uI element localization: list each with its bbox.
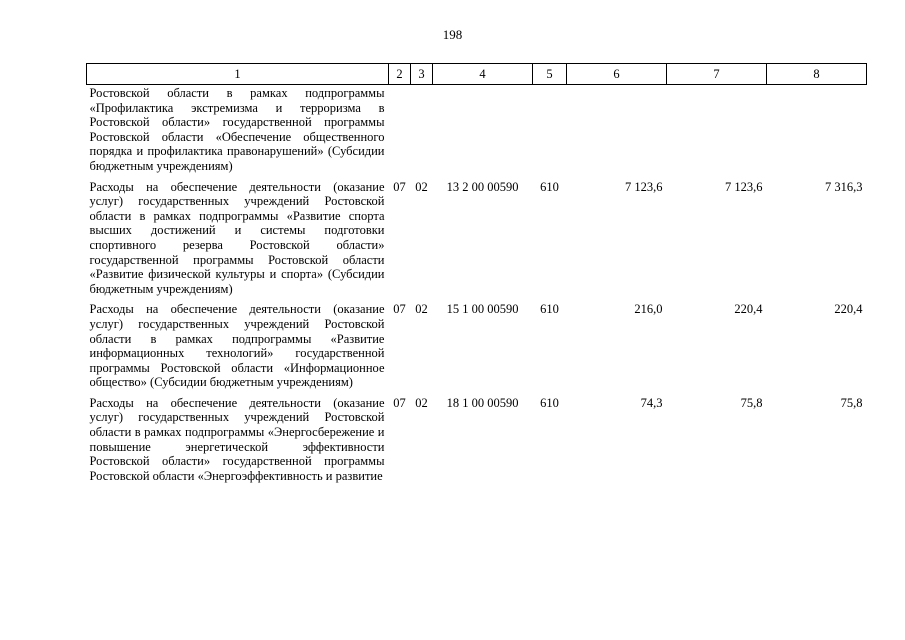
row-target-code: 13 2 00 00590: [446, 179, 519, 194]
row-expense-type: 610: [540, 302, 559, 317]
row-section: 07: [393, 179, 406, 194]
row-amount-1: [567, 85, 667, 180]
budget-table: [86, 63, 867, 489]
row-target-code: 15 1 00 00590: [446, 302, 519, 317]
row-amount-3: 75,8: [840, 395, 863, 410]
row-subsection: 02: [415, 179, 428, 194]
header-col-4: 4: [433, 64, 533, 85]
row-description: Расходы на обеспечение деятельности (оказание услуг) государственных учреждений Ростовской области в рамках подпрограммы «Энергосбережение и повышение энергетической эффективности Ростовской области» государственной программы Ростовской области «Энергоэффективность и развитие: [89, 395, 385, 483]
row-expense-type: 610: [540, 395, 559, 410]
row-section: 07: [393, 395, 406, 410]
row-section: [389, 85, 411, 180]
table-row: [87, 396, 867, 490]
header-col-5: 5: [533, 64, 567, 85]
row-expense-type: 610: [540, 179, 559, 194]
row-amount-2: [667, 85, 767, 180]
header-col-2: 2: [389, 64, 411, 85]
row-expense-type: [533, 85, 567, 180]
row-target-code: 18 1 00 00590: [446, 395, 519, 410]
row-amount-1: 216,0: [634, 302, 663, 317]
row-subsection: 02: [415, 302, 428, 317]
row-amount-1: 74,3: [640, 395, 663, 410]
header-col-8: 8: [767, 64, 867, 85]
row-description: Расходы на обеспечение деятельности (оказание услуг) государственных учреждений Ростовской области в рамках подпрограммы «Развитие спорта высших достижений и системы подготовки спортивного резерва Ростовской области» государственной программы Ростовской области «Развитие физической культуры и спорта» (Субсидии бюджетным учреждениям): [89, 179, 385, 296]
table-row: [87, 180, 867, 303]
header-col-6: 6: [567, 64, 667, 85]
row-amount-2: 220,4: [734, 302, 763, 317]
row-subsection: 02: [415, 395, 428, 410]
row-description: Расходы на обеспечение деятельности (оказание услуг) государственных учреждений Ростовской области в рамках подпрограммы «Развитие информационных технологий» государственной программы Ростовской области «Информационное общество» (Субсидии бюджетным учреждениям): [89, 302, 385, 390]
row-amount-3: 7 316,3: [825, 179, 863, 194]
header-col-3: 3: [411, 64, 433, 85]
header-col-1: 1: [87, 64, 389, 85]
row-amount-3: [767, 85, 867, 180]
table-row: [87, 85, 867, 180]
row-amount-1: 7 123,6: [625, 179, 663, 194]
row-amount-2: 75,8: [740, 395, 763, 410]
table-header-row: [87, 64, 867, 85]
row-target-code: [433, 85, 533, 180]
row-amount-3: 220,4: [834, 302, 863, 317]
row-description: Ростовской области в рамках подпрограммы «Профилактика экстремизма и терроризма в Ростовской области» государственной программы Ростовской области «Обеспечение общественного порядка и профилактика правонарушений» (Субсидии бюджетным учреждениям): [89, 86, 385, 173]
page-number: 198: [442, 27, 463, 42]
row-amount-2: 7 123,6: [725, 179, 763, 194]
header-col-7: 7: [667, 64, 767, 85]
table-row: [87, 302, 867, 396]
row-subsection: [411, 85, 433, 180]
row-section: 07: [393, 302, 406, 317]
